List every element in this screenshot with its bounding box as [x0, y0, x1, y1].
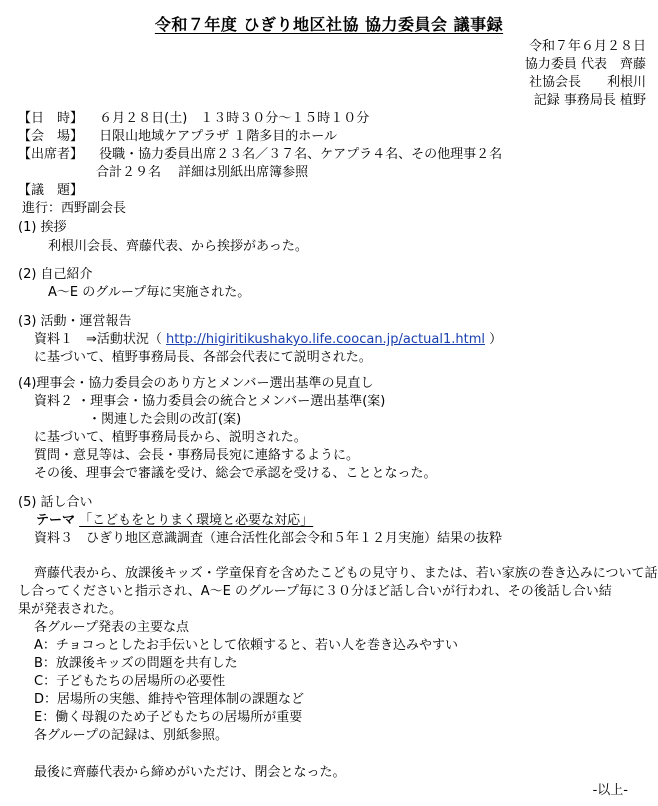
section-3-doc-row	[34, 331, 502, 348]
chair: 進行：西野副会長	[22, 201, 127, 216]
section-5-para-1: 齊藤代表から、放課後キッズ・学童保育を含めたこどもの見守り、または、若い家族の巻き込みについて話	[34, 566, 658, 581]
section-4-title: (4)理事会・協力委員会のあり方とメンバー選出基準の見直し	[18, 376, 374, 391]
section-3-title: (3) 活動・運営報告	[18, 314, 132, 329]
section-5-doc: 資料３ ひぎり地区意識調査（連合活性化部会令和５年１２月実施）結果の抜粋	[34, 531, 503, 546]
section-5-para-2: し合ってくださいと指示され、A～E のグループ毎に３０分ほど話し合いが行われ、その後話し合い結	[18, 584, 612, 599]
group-item-a: A：チョコっとしたお手伝いとして依頼すると、若い人を巻き込みやすい	[34, 638, 458, 653]
section-2-body: A～E のグループ毎に実施された。	[48, 285, 251, 300]
section-1-title: (1) 挨拶	[18, 220, 67, 235]
section-2-title: (2) 自己紹介	[18, 267, 93, 282]
date-value: ６月２８日(土) １３時３０分～１５時１０分	[99, 111, 370, 126]
group-item-b: B：放課後キッズの問題を共有した	[34, 656, 238, 671]
activity-status-link[interactable]: http://higiritikushakyo.life.coocan.jp/actual1.html	[166, 332, 485, 347]
theme-label: テーマ	[36, 513, 76, 528]
place-row	[18, 128, 337, 145]
attendees-total: 合計２９名 詳細は別紙出席簿参照	[96, 165, 309, 180]
place-label: 【会 場】	[18, 129, 84, 144]
section-4-doc-1: 資料２ ・理事会・協力委員会の統合とメンバー選出基準(案)	[34, 394, 386, 409]
header-date: 令和７年６月２８日	[528, 39, 646, 54]
place-value: 日限山地域ケアプラザ １階多目的ホール	[99, 129, 338, 144]
theme-text: 「こどもをとりまく環境と必要な対応」	[79, 513, 314, 528]
section-4-body-2: 質問・意見等は、会長・事務局長宛に連絡するように。	[34, 448, 360, 463]
header-recorder: 記録 事務局長 植野	[533, 93, 646, 108]
attendees-row	[18, 146, 502, 163]
date-row	[18, 110, 369, 127]
group-records-note: 各グループの記録は、別紙参照。	[34, 728, 228, 743]
section-4-body-3: その後、理事会で審議を受け、総会で承認を受ける、こととなった。	[34, 466, 437, 481]
attendees-label: 【出席者】	[18, 147, 84, 162]
header-president: 社協会長 利根川	[528, 75, 646, 90]
section-3-doc-prefix: 資料１ ⇒活動状況（	[34, 332, 162, 347]
group-item-d: D：居場所の実態、維持や管理体制の課題など	[34, 692, 305, 707]
header-representative: 協力委員 代表 齊藤	[524, 57, 646, 72]
section-3-body: に基づいて、植野事務局長、各部会代表にて説明された。	[34, 350, 372, 365]
section-5-para-3: 果が発表された。	[18, 602, 123, 617]
attendees-value: 役職・協力委員出席２３名／３７名、ケアプラ４名、その他理事２名	[99, 147, 503, 162]
closing-remark: 最後に齊藤代表から締めがいただけ、閉会となった。	[34, 765, 346, 780]
document-title: 令和７年度 ひぎり地区社協 協力委員会 議事録	[154, 15, 504, 34]
section-5-theme	[36, 512, 313, 529]
agenda-label: 【議 題】	[18, 183, 84, 198]
section-4-body-1: に基づいて、植野事務局長から、説明された。	[34, 430, 307, 445]
group-item-e: E：働く母親のため子どもたちの居場所が重要	[34, 710, 303, 725]
section-4-doc-2: ・関連した会則の改訂(案)	[88, 412, 242, 427]
end-mark: -以上-	[592, 783, 628, 798]
section-1-body: 利根川会長、齊藤代表、から挨拶があった。	[48, 239, 308, 254]
section-3-doc-suffix: ）	[489, 332, 503, 347]
group-item-c: C：子どもたちの居場所の必要性	[34, 674, 226, 689]
date-label: 【日 時】	[18, 111, 84, 126]
section-5-title: (5) 話し合い	[18, 495, 93, 510]
groups-title: 各グループ発表の主要な点	[34, 620, 189, 635]
